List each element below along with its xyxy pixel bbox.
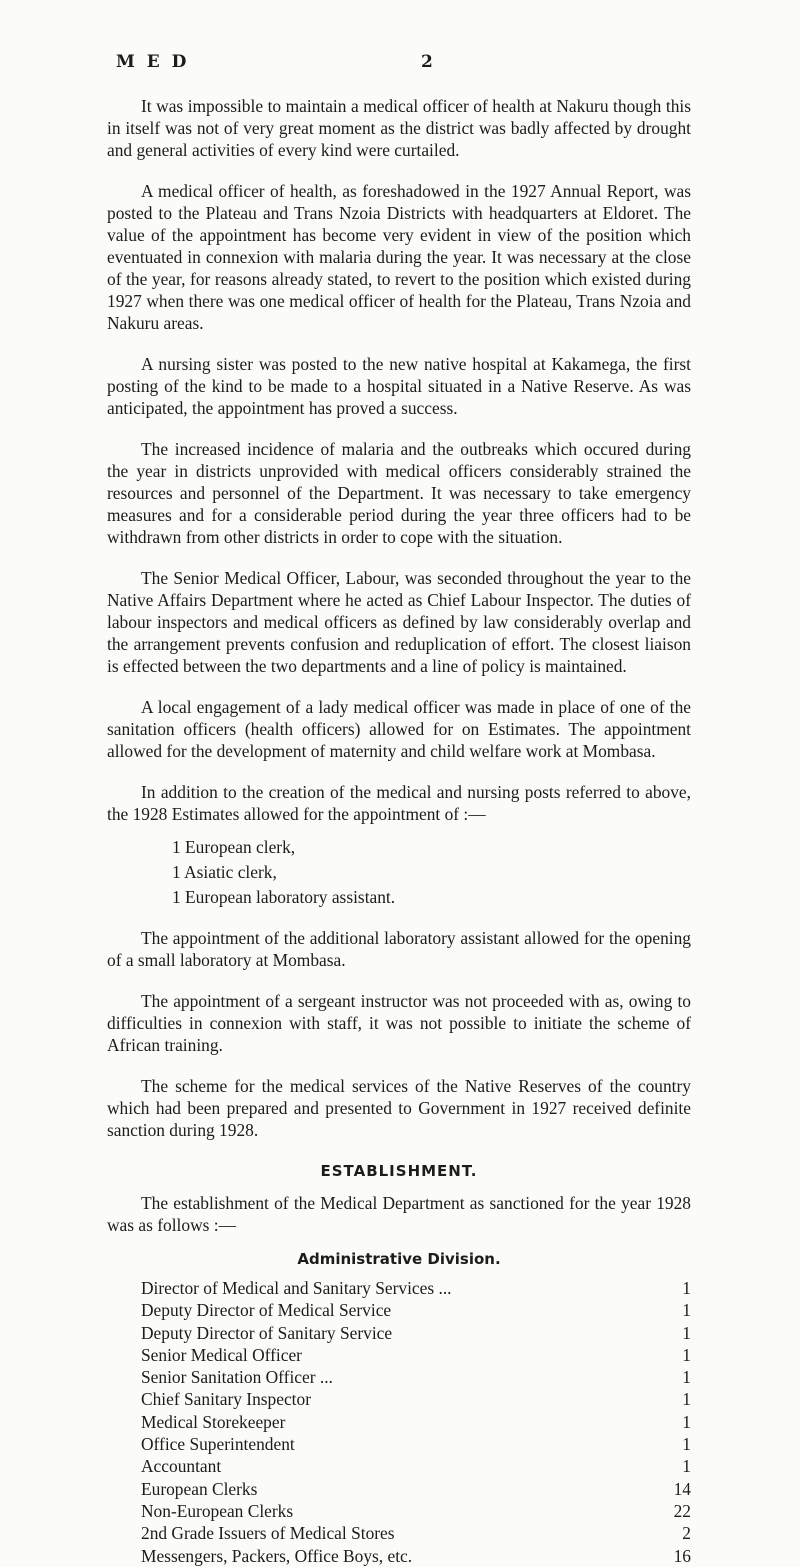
establishment-intro: The establishment of the Medical Department as sanctioned for the year 1928 was as follows :— <box>107 1193 691 1235</box>
table-row <box>141 1545 691 1567</box>
row-label: Deputy Director of Sanitary Service <box>141 1322 393 1343</box>
row-value: 22 <box>673 1500 691 1521</box>
table-row <box>141 1299 691 1321</box>
row-label: Accountant <box>141 1456 222 1477</box>
paragraph: The Senior Medical Officer, Labour, was seconded throughout the year to the Native Affairs Department where he acted as Chief Labour Inspector. The duties of labour inspectors and medical officers as defined by law considerably overlap and the arrangement prevents confusion and reduplication of effort. The closest liaison is effected between the two departments and a line of policy is maintained. <box>107 568 691 676</box>
paragraph: The increased incidence of malaria and the outbreaks which occured during the year in districts unprovided with medical officers considerably strained the resources and personnel of the Department. It was necessary to take emergency measures and for a considerable period during the year three officers had to be withdrawn from other districts in order to cope with the situation. <box>107 439 691 547</box>
paragraph: In addition to the creation of the medical and nursing posts referred to above, the 1928 Estimates allowed for the appointment of :— <box>107 782 691 824</box>
row-value: 1 <box>682 1322 691 1343</box>
row-value: 1 <box>682 1434 691 1455</box>
table-row <box>141 1433 691 1455</box>
row-label: Messengers, Packers, Office Boys, etc. <box>141 1545 413 1566</box>
row-label: Chief Sanitary Inspector <box>141 1389 311 1410</box>
table-row <box>141 1478 691 1500</box>
row-label: European Clerks <box>141 1478 258 1499</box>
row-value: 1 <box>682 1300 691 1321</box>
row-label: Deputy Director of Medical Service <box>141 1300 392 1321</box>
table-row <box>141 1322 691 1344</box>
row-value: 1 <box>682 1367 691 1388</box>
table-row <box>141 1411 691 1433</box>
row-value: 16 <box>673 1545 691 1566</box>
division-heading: Administrative Division. <box>297 1250 501 1268</box>
appointments-list <box>107 835 691 910</box>
table-row <box>141 1500 691 1522</box>
row-label: Senior Medical Officer <box>141 1344 302 1365</box>
table-row <box>141 1388 691 1410</box>
row-value: 1 <box>682 1411 691 1432</box>
paragraph: The appointment of the additional laboratory assistant allowed for the opening of a small laboratory at Mombasa. <box>107 928 691 970</box>
paragraph: The appointment of a sergeant instructor was not proceeded with as, owing to difficulties in connexion with staff, it was not possible to initiate the scheme of African training. <box>107 991 691 1055</box>
paragraph: It was impossible to maintain a medical officer of health at Nakuru though this in itself was not of very great moment as the district was badly affected by drought and general activities of every kind were curtailed. <box>107 96 691 160</box>
row-value: 1 <box>682 1278 691 1298</box>
table-row <box>141 1455 691 1477</box>
list-item: 1 European laboratory assistant. <box>172 887 396 907</box>
table-row <box>141 1366 691 1388</box>
table-row <box>141 1522 691 1544</box>
row-label: Director of Medical and Sanitary Services ... <box>141 1278 452 1298</box>
paragraph: A local engagement of a lady medical officer was made in place of one of the sanitation officers (health officers) allowed for on Estimates. The appointment allowed for the development of maternity and child welfare work at Mombasa. <box>107 697 691 761</box>
row-label: Non-European Clerks <box>141 1500 294 1521</box>
row-value: 1 <box>682 1389 691 1410</box>
running-header: M E D <box>116 52 190 72</box>
list-item: 1 Asiatic clerk, <box>172 862 277 882</box>
list-item: 1 European clerk, <box>172 837 296 857</box>
row-label: Office Superintendent <box>141 1434 295 1455</box>
row-label: Senior Sanitation Officer ... <box>141 1367 333 1388</box>
page-number: 2 <box>421 52 433 72</box>
row-value: 1 <box>682 1456 691 1477</box>
paragraph: A medical officer of health, as foreshadowed in the 1927 Annual Report, was posted to the Plateau and Trans Nzoia Districts with headquarters at Eldoret. The value of the appointment has become very evident in view of the position which eventuated in connexion with malaria during the year. It was necessary at the close of the year, for reasons already stated, to revert to the position which existed during 1927 when there was one medical officer of health for the Plateau, Trans Nzoia and Nakuru areas. <box>107 181 691 333</box>
establishment-table <box>141 1277 691 1567</box>
table-row <box>141 1344 691 1366</box>
table-row <box>141 1277 691 1299</box>
paragraph: A nursing sister was posted to the new native hospital at Kakamega, the first posting of the kind to be made to a hospital situated in a Native Reserve. As was anticipated, the appointment has proved a success. <box>107 354 691 418</box>
row-value: 2 <box>682 1523 691 1544</box>
body-text <box>107 95 691 1567</box>
establishment-heading: ESTABLISHMENT. <box>320 1162 478 1180</box>
row-label: Medical Storekeeper <box>141 1411 286 1432</box>
row-value: 14 <box>673 1478 691 1499</box>
row-label: 2nd Grade Issuers of Medical Stores <box>141 1523 395 1544</box>
row-value: 1 <box>682 1344 691 1365</box>
paragraph: The scheme for the medical services of the Native Reserves of the country which had been prepared and presented to Government in 1927 received definite sanction during 1928. <box>107 1076 691 1140</box>
